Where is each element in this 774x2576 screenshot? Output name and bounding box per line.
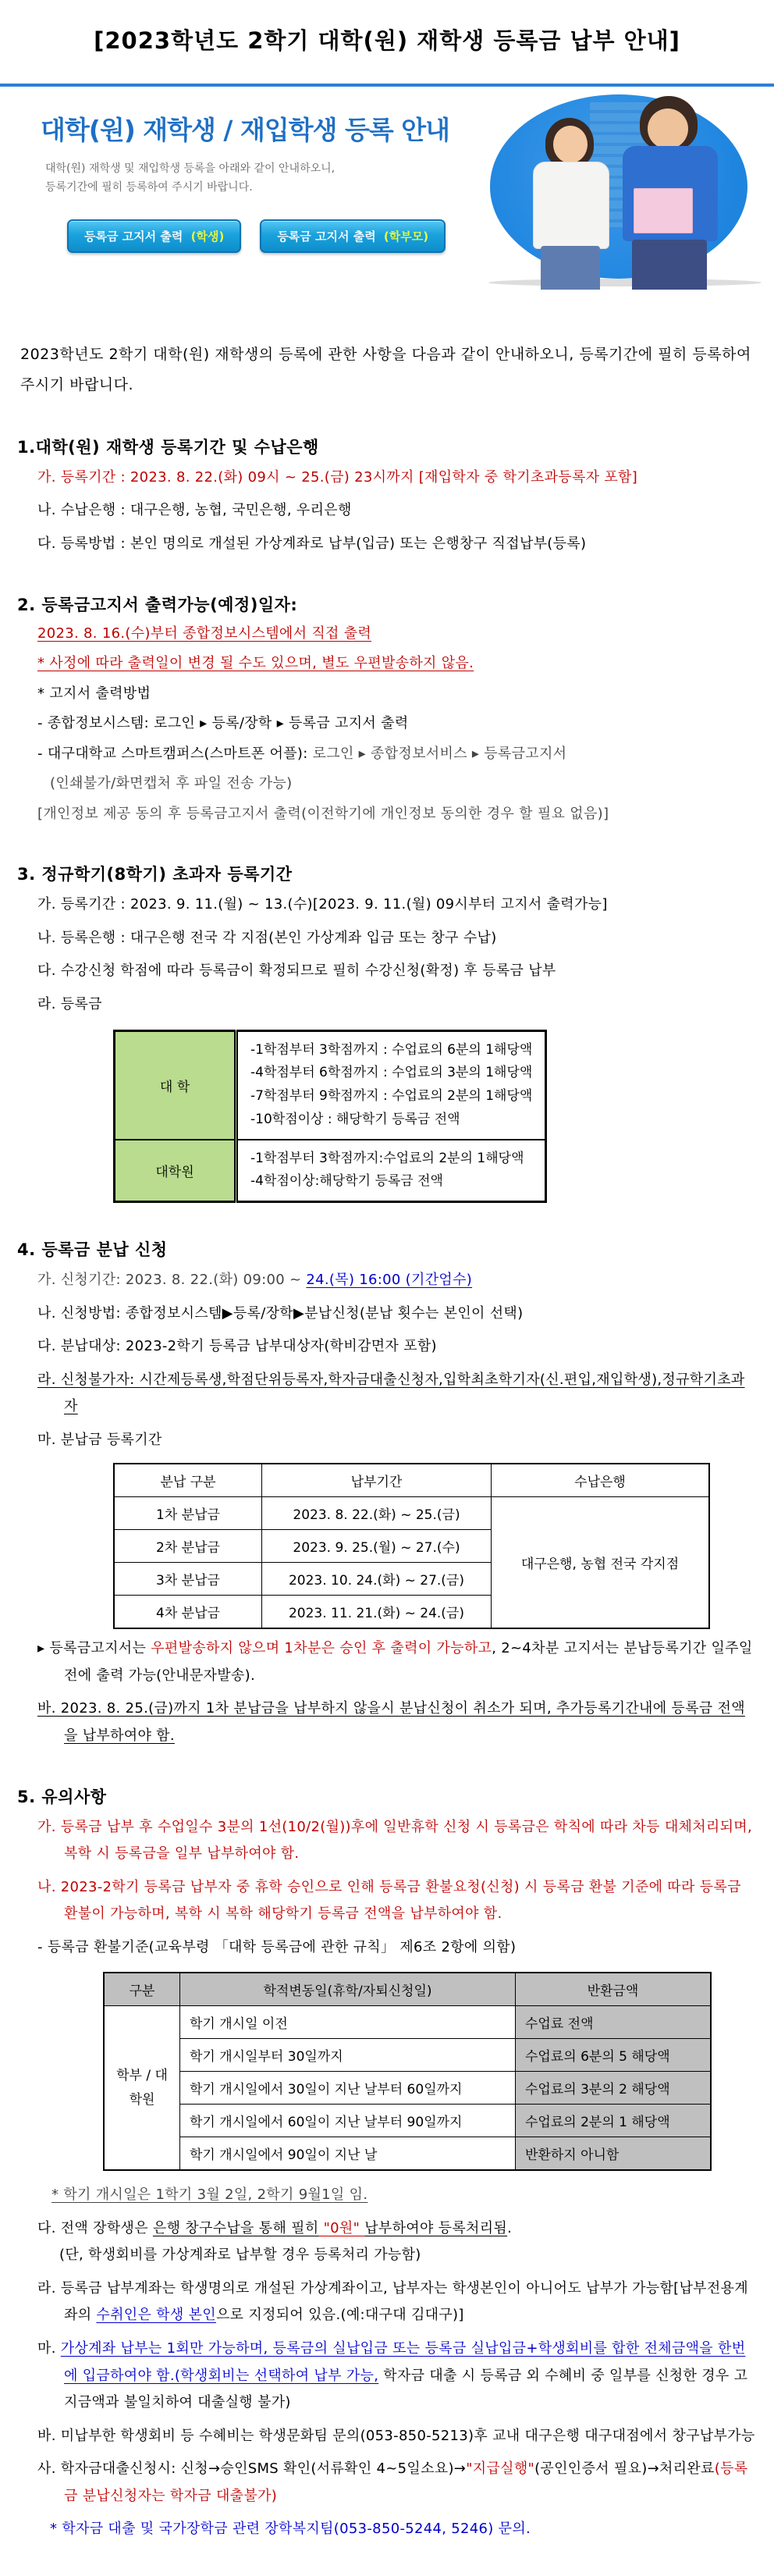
table-row: [115, 1140, 546, 1202]
s2-app-prefix: - 대구대학교 스마트캠퍼스(스마트폰 어플):: [37, 745, 313, 762]
tuition-row-university-detail: [236, 1030, 546, 1140]
table-row: [104, 2137, 711, 2171]
section-2-heading: 2. 등록금고지서 출력가능(예정)일자:: [17, 595, 298, 614]
s5-ra-rest: 으로 지정되어 있음.(예:대구대 김대구)]: [215, 2307, 464, 2324]
print-bill-parent-label: 등록금 고지서 출력: [277, 229, 376, 244]
s4-item-ba: 바. 2023. 8. 25.(금)까지 1차 분납금을 납부하지 않을시 분납신청이 취소가 되며, 추가등록기간내에 등록금 전액을 납부하여야 함.: [37, 1700, 745, 1744]
print-bill-parent-suffix: (학부모): [383, 229, 429, 244]
pink-notebook: [634, 188, 693, 233]
period-col-header: 납부기간: [262, 1464, 492, 1497]
s5-ra-recipient: 수취인은 학생 본인: [96, 2307, 216, 2324]
s5-ra-prefix: 라. 등록금 납부계좌는 학생명의로 개설된 가상계좌이고, 납부자는 학생본인이 아니어도 납부가 가능함[납부전용계좌의: [37, 2279, 748, 2324]
s3-item-na: 나. 등록은행 : 대구은행 전국 각 지점(본인 가상계좌 입금 또는 창구 수납): [37, 929, 497, 946]
s5-item-ra: [16, 2275, 758, 2329]
s5-item-da: [16, 2215, 758, 2269]
detail-line: -4학점부터 6학점까지 : 수업료의 3분의 1해당액: [250, 1065, 533, 1081]
s5-da-period: .: [507, 2219, 513, 2236]
s5-ma-rest: 학자금 대출 시 등록금 외 수혜비 중 일부를 신청한 경우 고지금액과 불일치하여 대출실행 불가): [64, 2367, 748, 2411]
refund-event-0: 학기 개시일 이전: [180, 2006, 516, 2039]
section-2: [16, 592, 758, 828]
notice-body: [0, 340, 774, 2576]
s4-bill-note-red: 우편발송하지 않으며 1차분은 승인 후 출력이 가능하고: [151, 1640, 492, 1657]
female-jeans: [541, 246, 600, 290]
s1-item-na: 나. 수납은행 : 대구은행, 농협, 국민은행, 우리은행: [37, 502, 352, 519]
s5-refund-rule: - 등록금 환불기준(교육부령 「대학 등록금에 관한 규칙」 제6조 2항에 의함): [37, 1938, 517, 1955]
s5-ma-label: 마.: [37, 2339, 61, 2357]
s2-print-method-web: - 종합정보시스템: 로그인 ▸ 등록/장학 ▸ 등록금 고지서 출력: [37, 715, 409, 732]
section-1-heading: 1.대학(원) 재학생 등록기간 및 수납은행: [17, 437, 319, 457]
female-shirt: [533, 162, 609, 249]
tuition-row-gradschool-detail: [236, 1140, 546, 1202]
tuition-row-gradschool-label: 대학원: [115, 1140, 236, 1202]
s5-semester-start-footnote: * 학기 개시일은 1학기 3월 2일, 2학기 9월1일 임.: [51, 2186, 368, 2204]
s5-da-prefix: 다. 전액 장학생은: [37, 2219, 153, 2236]
table-row: [104, 2039, 711, 2072]
s5-da-note: (단, 학생회비를 가상계좌로 납부할 경우 등록처리 가능함): [59, 2247, 421, 2264]
s5-sa-no-loan: (등록금 분납신청자는 학자금 대출불가): [64, 2460, 748, 2504]
s5-ma-blue: 가상계좌 납부는 1회만 가능하며, 등록금의 실납입금 또는 등록금 실납입금+학생회비를 합한 전체금액을 한번에 입금하여야 함.(학생회비는 선택하여 납부 가능,: [60, 2339, 746, 2384]
s4-bill-note: [16, 1635, 758, 1689]
section-3-heading: 3. 정규학기(8학기) 초과자 등록기간: [17, 865, 293, 884]
female-face: [553, 126, 588, 163]
s5-da-zero-won: "0원": [318, 2219, 365, 2236]
s2-print-caution: * 사정에 따라 출력일이 변경 될 수도 있으며, 별도 우편발송하지 않음.: [37, 655, 474, 672]
s2-app-path: 로그인 ▸ 종합정보서비스 ▸ 등록금고지서: [312, 745, 567, 762]
registration-banner: [0, 84, 774, 293]
s2-app-note: (인쇄불가/화면캡처 후 파일 전송 가능): [50, 775, 293, 792]
s5-sa-disburse: "지급실행": [466, 2460, 535, 2478]
refund-amount-2: 수업료의 3분의 2 해당액: [516, 2072, 712, 2105]
s4-apply-deadline: 24.(목) 16:00 (기간엄수): [306, 1272, 473, 1289]
bank-col-header: 수납은행: [492, 1464, 710, 1497]
refund-event-2: 학기 개시일에서 30일이 지난 날부터 60일까지: [180, 2072, 516, 2105]
intro-paragraph: 2023학년도 2학기 대학(원) 재학생의 등록에 관한 사항을 다음과 같이 안내하오니, 등록기간에 필히 등록하여 주시기 바랍니다.: [20, 346, 751, 393]
installment-3-period: 2023. 10. 24.(화) ~ 27.(금): [262, 1563, 492, 1596]
installment-1-period: 2023. 8. 22.(화) ~ 25.(금): [262, 1497, 492, 1530]
s5-sa-mid: (공인인증서 필요)→: [534, 2460, 659, 2478]
refund-group-label: 학부 / 대학원: [104, 2006, 180, 2171]
s3-item-ga: 가. 등록기간 : 2023. 9. 11.(월) ~ 13.(수)[2023. 9. 11.(월) 09시부터 고지서 출력가능]: [37, 896, 608, 913]
s5-item-ba: 바. 미납부한 학생회비 등 수혜비는 학생문화팀 문의(053-850-5213)후 교내 대구은행 대구대점에서 창구납부가능: [37, 2427, 755, 2444]
print-bill-student-label: 등록금 고지서 출력: [84, 229, 183, 244]
refund-table: [103, 1972, 712, 2171]
s5-item-sa: [16, 2456, 758, 2510]
table-row: [115, 1030, 546, 1140]
installment-4-label: 4차 분납금: [114, 1596, 262, 1629]
s2-print-date: 2023. 8. 16.(수)부터 종합정보시스템에서 직접 출력: [37, 624, 372, 642]
s5-da-underline2: 납부하여야 등록처리됨: [364, 2219, 508, 2236]
installment-table: [113, 1463, 710, 1629]
page-title: [2023학년도 2학기 대학(원) 재학생 등록금 납부 안내]: [94, 27, 680, 54]
table-row: [114, 1497, 709, 1530]
refund-amount-1: 수업료의 6분의 5 해당액: [516, 2039, 712, 2072]
s5-sa-complete: 처리완료: [659, 2460, 715, 2478]
installment-3-label: 3차 분납금: [114, 1563, 262, 1596]
installment-1-label: 1차 분납금: [114, 1497, 262, 1530]
section-5-heading: 5. 유의사항: [17, 1787, 107, 1806]
section-1: [16, 435, 758, 558]
installment-4-period: 2023. 11. 21.(화) ~ 24.(금): [262, 1596, 492, 1629]
section-5: [16, 1784, 758, 2543]
s4-item-ra: 라. 신청불가자: 시간제등록생,학점단위등록자,학자금대출신청자,입학최초학기자(신.편입,재입학생),정규학기초과자: [37, 1371, 745, 1415]
s4-bill-note-prefix: ▸ 등록금고지서는: [37, 1640, 151, 1657]
print-bill-parent-button[interactable]: [260, 219, 446, 253]
installment-bank: 대구은행, 농협 전국 각지점: [492, 1497, 710, 1629]
s5-item-na: 나. 2023-2학기 등록금 납부자 중 휴학 승인으로 인해 등록금 환불요청(신청) 시 등록금 환불 기준에 따라 등록금 환불이 가능하며, 복학 시 복학 해당학기 등록금 전액을 납부하여야 함.: [37, 1878, 741, 1923]
installment-2-label: 2차 분납금: [114, 1530, 262, 1563]
section-3: [16, 862, 758, 1203]
s2-print-method-app: [16, 741, 758, 768]
section-4: [16, 1237, 758, 1749]
student-male-illustration: [612, 96, 729, 290]
s4-item-ga: [16, 1267, 758, 1294]
refund-col-header-amount: 반환금액: [516, 1973, 712, 2006]
table-header-row: [114, 1464, 709, 1497]
banner-title: 대학(원) 재학생 / 재입학생 등록 안내: [41, 115, 449, 145]
s2-print-method-title: * 고지서 출력방법: [37, 685, 151, 702]
installment-2-period: 2023. 9. 25.(월) ~ 27.(수): [262, 1530, 492, 1563]
s4-apply-period-prefix: 가. 신청기간: 2023. 8. 22.(화) 09:00 ~: [37, 1272, 307, 1289]
detail-line: -7학점부터 9학점까지 : 수업료의 2분의 1해당액: [250, 1088, 533, 1105]
s4-bill-note-rest: , 2~4차분 고지서는 분납등록기간 일주일 전에 출력 가능(안내문자발송).: [64, 1640, 753, 1684]
s2-privacy-note: [개인정보 제공 동의 후 등록금고지서 출력(이전학기에 개인정보 동의한 경우 할 필요 없음)]: [37, 805, 609, 822]
s4-item-da: 다. 분납대상: 2023-2학기 등록금 납부대상자(학비감면자 포함): [37, 1338, 437, 1355]
s5-item-ma: [16, 2336, 758, 2417]
s4-item-ma: 마. 분납금 등록기간: [37, 1431, 162, 1448]
s4-item-na: 나. 신청방법: 종합정보시스템▶등록/장학▶분납신청(분납 횟수는 본인이 선택): [37, 1304, 524, 1322]
print-bill-student-suffix: (학생): [190, 229, 225, 244]
s3-item-ra: 라. 등록금: [37, 995, 102, 1012]
banner-description: [45, 160, 335, 197]
detail-line: -4학점이상:해당학기 등록금 전액: [250, 1173, 443, 1190]
installment-col-header: 분납 구분: [114, 1464, 262, 1497]
male-face: [648, 109, 688, 149]
print-bill-student-button[interactable]: [67, 219, 241, 253]
banner-buttons: [67, 219, 446, 253]
section-4-heading: 4. 등록금 분납 신청: [17, 1240, 168, 1260]
table-row: [104, 2105, 711, 2137]
table-row: [104, 2006, 711, 2039]
refund-amount-0: 수업료 전액: [516, 2006, 712, 2039]
table-header-row: [104, 1973, 711, 2006]
s5-da-underline1: 은행 창구수납을 통해 필히: [152, 2219, 319, 2236]
s5-sa-prefix: 사. 학자금대출신청시: 신청→승인SMS 확인(서류확인 4~5일소요)→: [37, 2460, 467, 2478]
s5-item-ga: 가. 등록금 납부 후 수업일수 3분의 1선(10/2(월))후에 일반휴학 신청 시 등록금은 학칙에 따라 차등 대체처리되며, 복학 시 등록금을 일부 납부하여야 함.: [37, 1818, 752, 1863]
male-jeans: [632, 240, 707, 290]
excess-tuition-table: [113, 1030, 547, 1204]
refund-amount-4: 반환하지 아니함: [516, 2137, 712, 2171]
s1-item-ga: 가. 등록기간 : 2023. 8. 22.(화) 09시 ~ 25.(금) 23시까지 [재입학자 중 학기초과등록자 포함]: [37, 468, 638, 486]
banner-photo: [479, 90, 769, 290]
s3-item-da: 다. 수강신청 학점에 따라 등록금이 확정되므로 필히 수강신청(확정) 후 등록금 납부: [37, 962, 556, 980]
banner-description-line2: 등록기간에 필히 등록하여 주시기 바랍니다.: [45, 180, 253, 194]
bottom-spacer: [16, 2549, 758, 2576]
table-row: [104, 2072, 711, 2105]
tuition-row-university-label: 대 학: [115, 1030, 236, 1140]
student-female-illustration: [524, 118, 617, 290]
refund-event-4: 학기 개시일에서 90일이 지난 날: [180, 2137, 516, 2171]
s5-scholarship-contact: * 학자금 대출 및 국가장학금 관련 장학복지팀(053-850-5244, 5246) 문의.: [50, 2521, 531, 2538]
refund-col-header-event: 학적변동일(휴학/자퇴신청일): [180, 1973, 516, 2006]
refund-event-3: 학기 개시일에서 60일이 지난 날부터 90일까지: [180, 2105, 516, 2137]
refund-amount-3: 수업료의 2분의 1 해당액: [516, 2105, 712, 2137]
banner-description-line1: 대학(원) 재학생 및 재입학생 등록을 아래와 같이 안내하오니,: [45, 162, 336, 175]
detail-line: -10학점이상 : 해당학기 등록금 전액: [250, 1111, 460, 1127]
detail-line: -1학점부터 3학점까지:수업료의 2분의 1해당액: [250, 1150, 524, 1166]
detail-line: -1학점부터 3학점까지 : 수업료의 6분의 1해당액: [250, 1041, 533, 1058]
s1-item-da: 다. 등록방법 : 본인 명의로 개설된 가상계좌로 납부(입금) 또는 은행창구 직접납부(등록): [37, 535, 587, 552]
refund-event-1: 학기 개시일부터 30일까지: [180, 2039, 516, 2072]
refund-col-header-group: 구분: [104, 1973, 180, 2006]
